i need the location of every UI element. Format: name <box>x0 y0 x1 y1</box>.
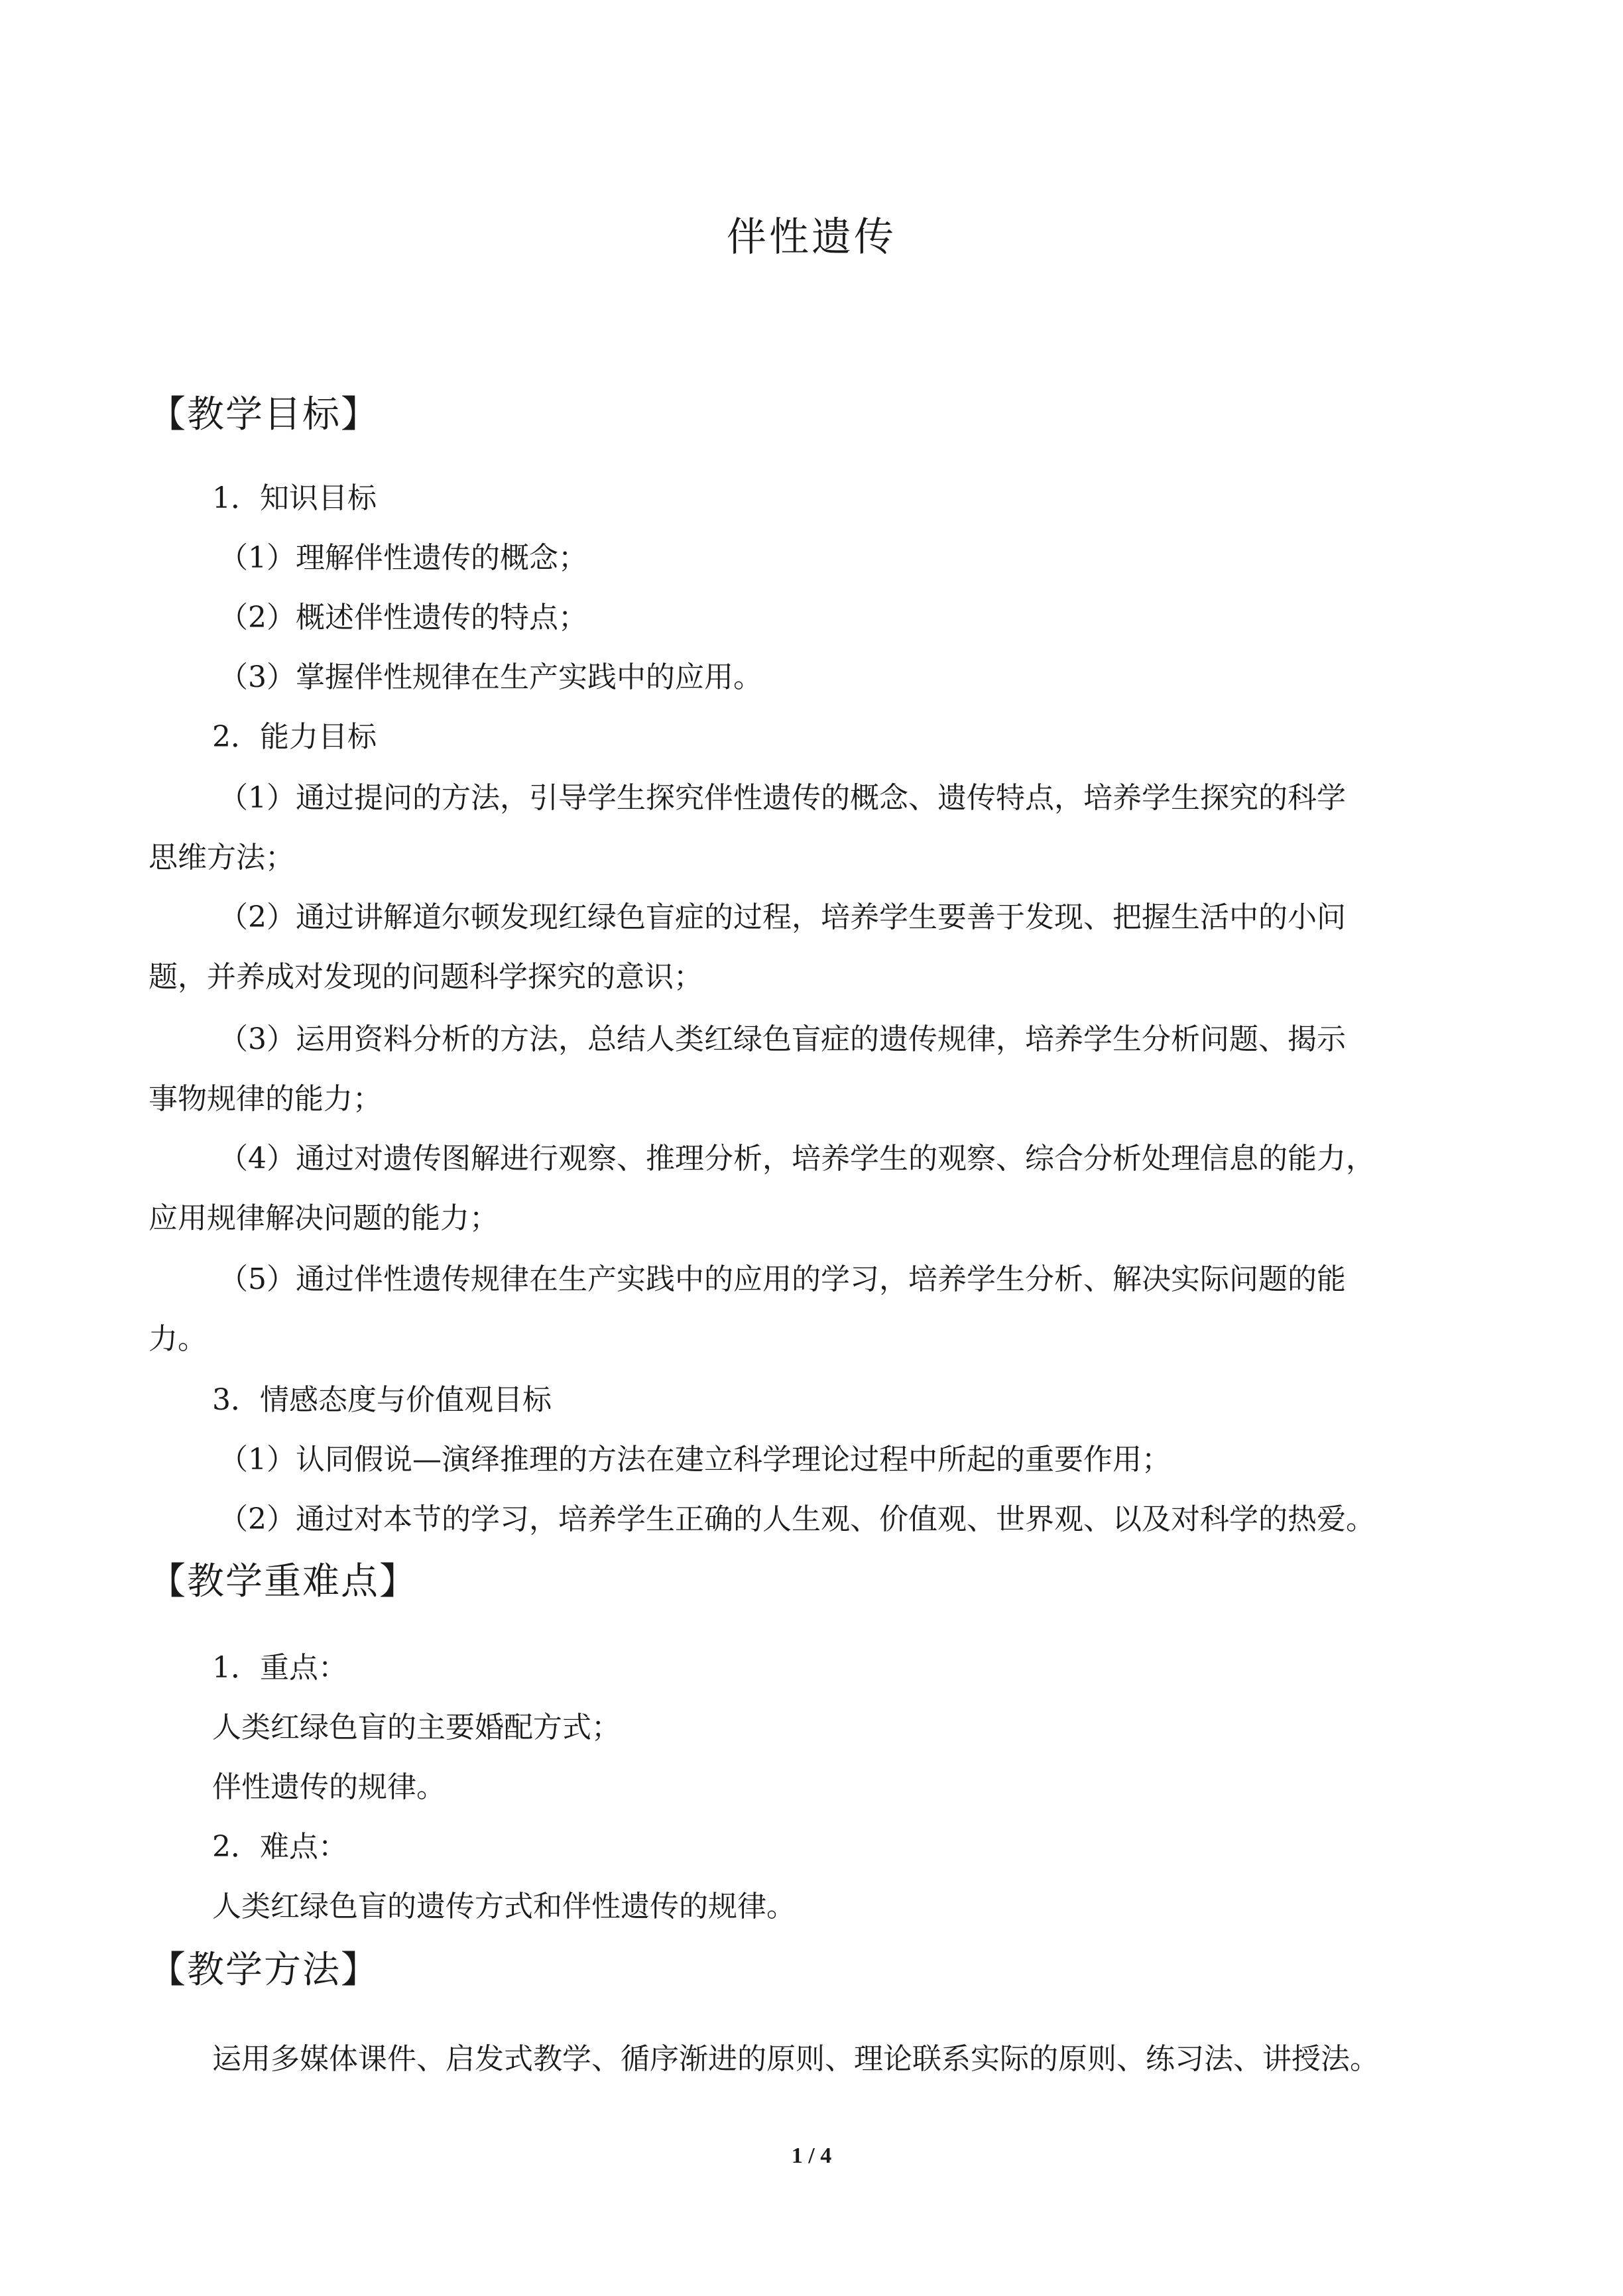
knowledge-item-2: （2）概述伴性遗传的特点； <box>219 601 587 634</box>
ability-item-4-line-2: 应用规律解决问题的能力； <box>149 1201 499 1235</box>
difficulty-label: 2．难点： <box>212 1830 347 1864</box>
ability-item-5-line-1: （5）通过伴性遗传规律在生产实践中的应用的学习，培养学生分析、解决实际问题的能 <box>219 1262 1346 1296</box>
focus-item-1: 人类红绿色盲的主要婚配方式； <box>212 1711 621 1744</box>
ability-item-3-line-1: （3）运用资料分析的方法，总结人类红绿色盲症的遗传规律，培养学生分析问题、揭示 <box>219 1022 1346 1056</box>
difficulty-item-1: 人类红绿色盲的遗传方式和伴性遗传的规律。 <box>212 1890 796 1923</box>
knowledge-item-3: （3）掌握伴性规律在生产实践中的应用。 <box>219 660 762 694</box>
page-number: 1 / 4 <box>791 2144 832 2168</box>
ability-item-2-line-2: 题，并养成对发现的问题科学探究的意识； <box>149 960 703 994</box>
ability-item-4-line-1: （4）通过对遗传图解进行观察、推理分析，培养学生的观察、综合分析处理信息的能力， <box>219 1142 1375 1176</box>
ability-item-2-line-1: （2）通过讲解道尔顿发现红绿色盲症的过程，培养学生要善于发现、把握生活中的小问 <box>219 900 1346 934</box>
section-heading-key-points: 【教学重难点】 <box>149 1560 418 1603</box>
section-heading-methods: 【教学方法】 <box>149 1949 379 1992</box>
methods-text: 运用多媒体课件、启发式教学、循序渐进的原则、理论联系实际的原则、练习法、讲授法。 <box>212 2042 1379 2076</box>
ability-item-5-line-2: 力。 <box>149 1322 207 1356</box>
ability-objective-label: 2．能力目标 <box>212 720 377 754</box>
attitude-item-2: （2）通过对本节的学习，培养学生正确的人生观、价值观、世界观、以及对科学的热爱。 <box>219 1502 1375 1536</box>
ability-item-1-line-2: 思维方法； <box>149 841 294 875</box>
focus-item-2: 伴性遗传的规律。 <box>212 1770 446 1804</box>
attitude-item-1: （1）认同假说—演绎推理的方法在建立科学理论过程中所起的重要作用； <box>219 1443 1171 1477</box>
knowledge-item-1: （1）理解伴性遗传的概念； <box>219 541 587 575</box>
knowledge-objective-label: 1．知识目标 <box>212 481 377 515</box>
ability-item-1-line-1: （1）通过提问的方法，引导学生探究伴性遗传的概念、遗传特点，培养学生探究的科学 <box>219 781 1346 815</box>
attitude-objective-label: 3．情感态度与价值观目标 <box>212 1383 552 1417</box>
focus-label: 1．重点： <box>212 1651 347 1685</box>
section-heading-objectives: 【教学目标】 <box>149 393 379 436</box>
ability-item-3-line-2: 事物规律的能力； <box>149 1082 382 1116</box>
page-title: 伴性遗传 <box>727 214 896 261</box>
